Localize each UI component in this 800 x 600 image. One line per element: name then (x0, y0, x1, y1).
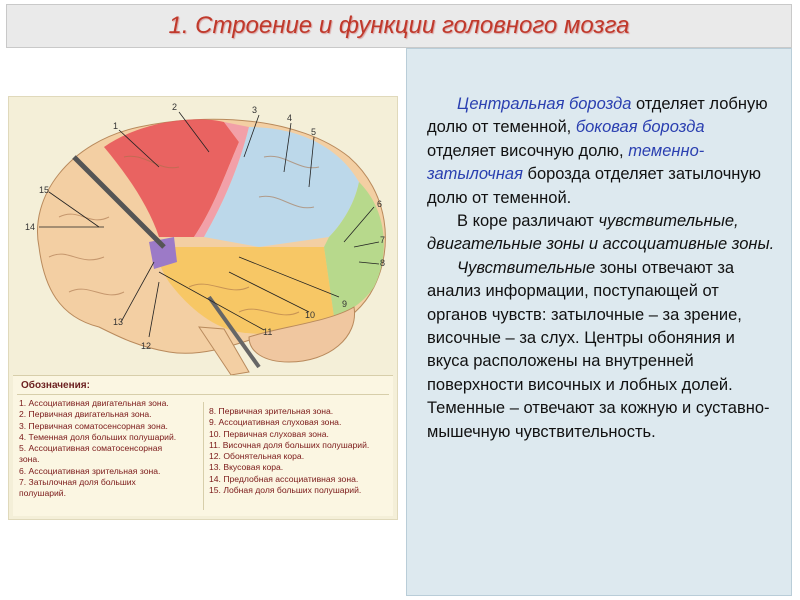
label-10: 10 (305, 310, 316, 320)
label-12: 12 (141, 341, 152, 351)
label-3: 3 (252, 105, 258, 115)
legend-divider (17, 394, 389, 395)
label-7: 7 (380, 235, 386, 245)
text-fragment: отделяет височную долю, (427, 141, 629, 160)
legend-item: 9. Ассоциативная слуховая зона. (209, 417, 342, 428)
legend-column-right (209, 406, 369, 496)
label-6: 6 (377, 199, 383, 209)
term-lateral-sulcus: боковая борозда (575, 118, 705, 137)
label-2: 2 (172, 102, 178, 112)
text-fragment: В коре различают (457, 212, 599, 231)
label-4: 4 (287, 113, 293, 123)
legend-item: 14. Предлобная ассоциативная зона. (209, 473, 359, 484)
term-sensory: Чувствительные (457, 258, 596, 277)
legend-item: зона. (19, 454, 40, 465)
text-fragment: отделяет лобную долю от теменной, (427, 95, 768, 137)
paragraph-sensory (427, 257, 777, 444)
legend-title: Обозначения: (21, 380, 90, 391)
paragraph-zones (427, 210, 777, 257)
term-parieto-occipital: теменно-затылочная (427, 141, 705, 184)
brain-illustration (9, 97, 399, 377)
label-15: 15 (39, 185, 50, 195)
label-9: 9 (342, 299, 348, 309)
legend-item: 3. Первичная соматосенсорная зона. (19, 420, 168, 431)
legend-item: 8. Первичная зрительная зона. (209, 406, 334, 416)
legend-item: 12. Обонятельная кора. (209, 451, 305, 462)
term-central-sulcus: Центральная борозда (457, 95, 632, 113)
legend-item: 15. Лобная доля больших полушарий. (209, 485, 362, 496)
label-13: 13 (113, 317, 124, 327)
term-zones: чувствительные, двигательные зоны и ассоциативные зоны. (427, 212, 775, 254)
paragraph-sulci (427, 93, 777, 210)
legend-separator (203, 402, 204, 510)
text-fragment: зоны отвечают за анализ информации, поступающей от органов чувств: затылочные – за зрение, височные – за слух. Центры обоняния и вкуса расположены на внутренней поверхности височных и лобных долей. Теменные – отвечают за кожную и суставно-мышечную чувствительность. (427, 258, 770, 441)
legend-item: 13. Вкусовая кора. (209, 462, 284, 473)
legend-item: 7. Затылочная доля больших (19, 477, 136, 488)
legend-item: 1. Ассоциативная двигательная зона. (19, 398, 169, 408)
legend-item: полушарий. (19, 488, 66, 499)
legend-item: 6. Ассоциативная зрительная зона. (19, 465, 161, 476)
legend-item: 5. Ассоциативная соматосенсорная (19, 443, 163, 454)
text-panel (406, 48, 792, 596)
legend-item: 10. Первичная слуховая зона. (209, 428, 329, 439)
label-11: 11 (263, 327, 273, 337)
legend-item: 4. Теменная доля больших полушарий. (19, 431, 177, 442)
slide-title: 1. Строение и функции головного мозга (168, 12, 630, 39)
label-1: 1 (113, 121, 119, 131)
brain-figure (8, 96, 398, 520)
legend-column-left (19, 398, 176, 500)
legend (13, 375, 393, 516)
label-5: 5 (311, 127, 317, 137)
title-bar (6, 4, 792, 48)
label-8: 8 (380, 258, 386, 268)
text-content (427, 93, 777, 444)
legend-item: 2. Первичная двигательная зона. (19, 409, 152, 420)
legend-item: 11. Височная доля больших полушарий. (209, 439, 370, 450)
label-14: 14 (25, 222, 36, 232)
text-fragment: борозда отделяет затылочную долю от теменной. (427, 165, 762, 207)
